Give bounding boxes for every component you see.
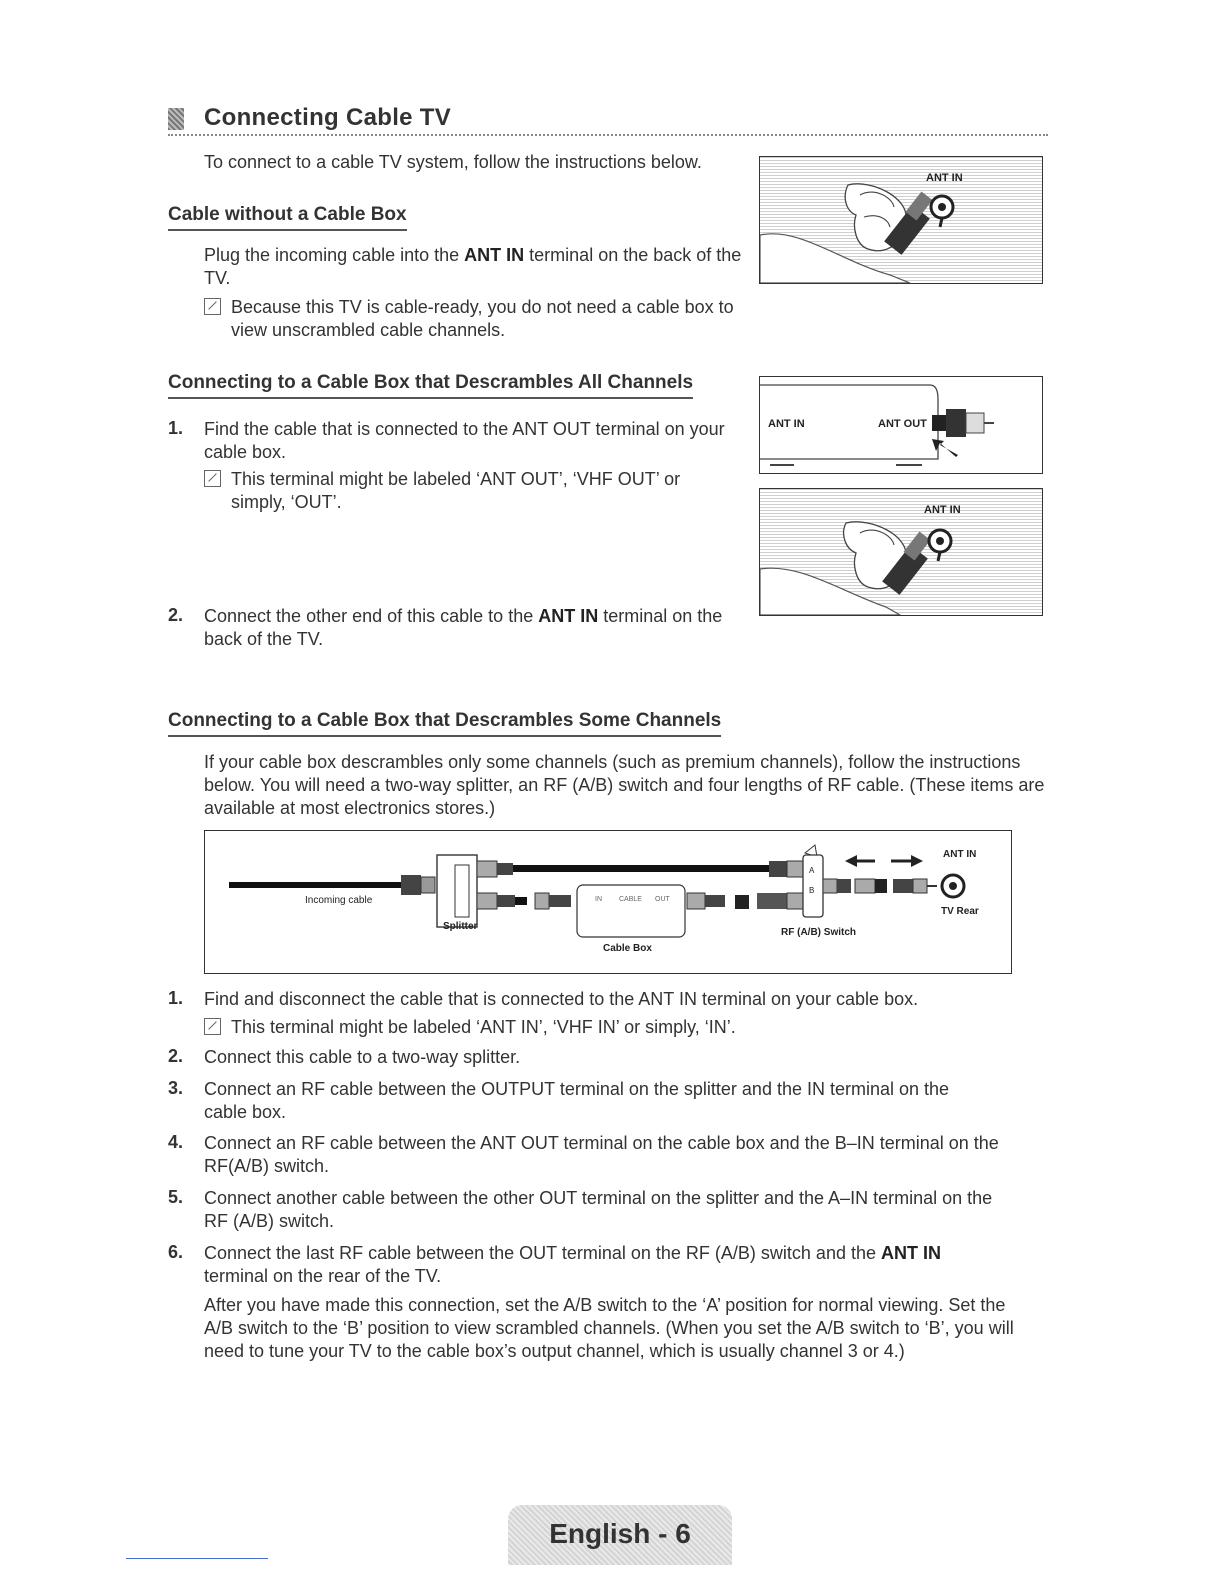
section3-step2: Connect this cable to a two-way splitter. (204, 1047, 521, 1067)
section-heading-all-channels: Connecting to a Cable Box that Descrambles All Channels (168, 372, 693, 399)
box-in-label: IN (595, 896, 602, 903)
ant-in-label: ANT IN (926, 172, 963, 184)
tv-rear-label: TV Rear (941, 906, 979, 917)
ant-in-label: ANT IN (943, 849, 977, 860)
note-icon (204, 470, 221, 487)
figure-ant-in-plug-2 (759, 488, 1043, 616)
note-icon (204, 298, 221, 315)
incoming-cable-label: Incoming cable (305, 895, 373, 906)
section3-step5: Connect another cable between the other OUT terminal on the splitter and the A–IN terminal on the RF (A/B) switch. (204, 1188, 993, 1231)
title-marker (168, 108, 184, 130)
ant-in-label: ANT IN (768, 418, 805, 430)
page-number: English - 6 (549, 1518, 691, 1549)
step-number: 6. (168, 1242, 184, 1262)
switch-b-label: B (809, 886, 815, 895)
section3-step6: Connect the last RF cable between the OUT terminal on the RF (A/B) switch and the ANT IN terminal on the rear of the TV. (204, 1243, 941, 1286)
box-cable-label: CABLE (619, 896, 642, 903)
step-number: 1. (168, 418, 184, 438)
section3-step1: Find and disconnect the cable that is connected to the ANT IN terminal on your cable box. (204, 989, 919, 1009)
step-number: 2. (168, 605, 184, 625)
figure-splitter-diagram (204, 830, 1012, 974)
box-out-label: OUT (655, 896, 670, 903)
section-heading-no-box: Cable without a Cable Box (168, 204, 407, 231)
cable-box-label: Cable Box (603, 943, 652, 954)
page-number-badge (508, 1505, 732, 1565)
section2-step1-note: This terminal might be labeled ‘ANT OUT’, ‘VHF OUT’ or simply, ‘OUT’. (204, 468, 734, 514)
step-number: 3. (168, 1078, 184, 1098)
figure-cable-box-out (759, 376, 1043, 474)
section3-closing: After you have made this connection, set the A/B switch to the ‘A’ position for normal viewing. Set the A/B switch to the ‘B’ position to view scrambled channels. (When you set the A/B switch to ‘B’, you will need to tune your TV to the cable box’s output channel, which is usually channel 3 or 4.) (204, 1295, 1014, 1361)
title-rule (168, 134, 1048, 136)
rf-switch-label: RF (A/B) Switch (781, 927, 856, 938)
switch-a-label: A (809, 866, 815, 875)
splitter-label: Splitter (443, 921, 478, 932)
note-icon (204, 1018, 221, 1035)
page-title: Connecting Cable TV (204, 104, 452, 131)
section1-note: Because this TV is cable-ready, you do not need a cable box to view unscrambled cable channels. (204, 296, 749, 342)
section1-text: Plug the incoming cable into the ANT IN terminal on the back of the TV. (204, 245, 742, 288)
section3-step3: Connect an RF cable between the OUTPUT terminal on the splitter and the IN terminal on the cable box. (204, 1079, 950, 1122)
step-number: 1. (168, 988, 184, 1008)
section2-step1: Find the cable that is connected to the ANT OUT terminal on your cable box. (204, 419, 725, 462)
section-heading-some-channels: Connecting to a Cable Box that Descrambles Some Channels (168, 710, 721, 737)
step-number: 4. (168, 1132, 184, 1152)
step-number: 5. (168, 1187, 184, 1207)
section3-step1-note: This terminal might be labeled ‘ANT IN’, ‘VHF IN’ or simply, ‘IN’. (204, 1016, 1024, 1039)
ant-in-label: ANT IN (924, 504, 961, 516)
figure-ant-in-plug (759, 156, 1043, 284)
intro-text: To connect to a cable TV system, follow the instructions below. (204, 152, 702, 172)
step-number: 2. (168, 1046, 184, 1066)
section2-step2: Connect the other end of this cable to the ANT IN terminal on the back of the TV. (204, 606, 723, 649)
section3-intro: If your cable box descrambles only some channels (such as premium channels), follow the instructions below. You will need a two-way splitter, an RF (A/B) switch and four lengths of RF cable. (These items are available at most electronics stores.) (204, 752, 1045, 818)
ant-out-label: ANT OUT (878, 418, 927, 430)
section3-step4: Connect an RF cable between the ANT OUT terminal on the cable box and the B–IN terminal on the RF(A/B) switch. (204, 1133, 999, 1176)
footer-rule (126, 1558, 268, 1559)
